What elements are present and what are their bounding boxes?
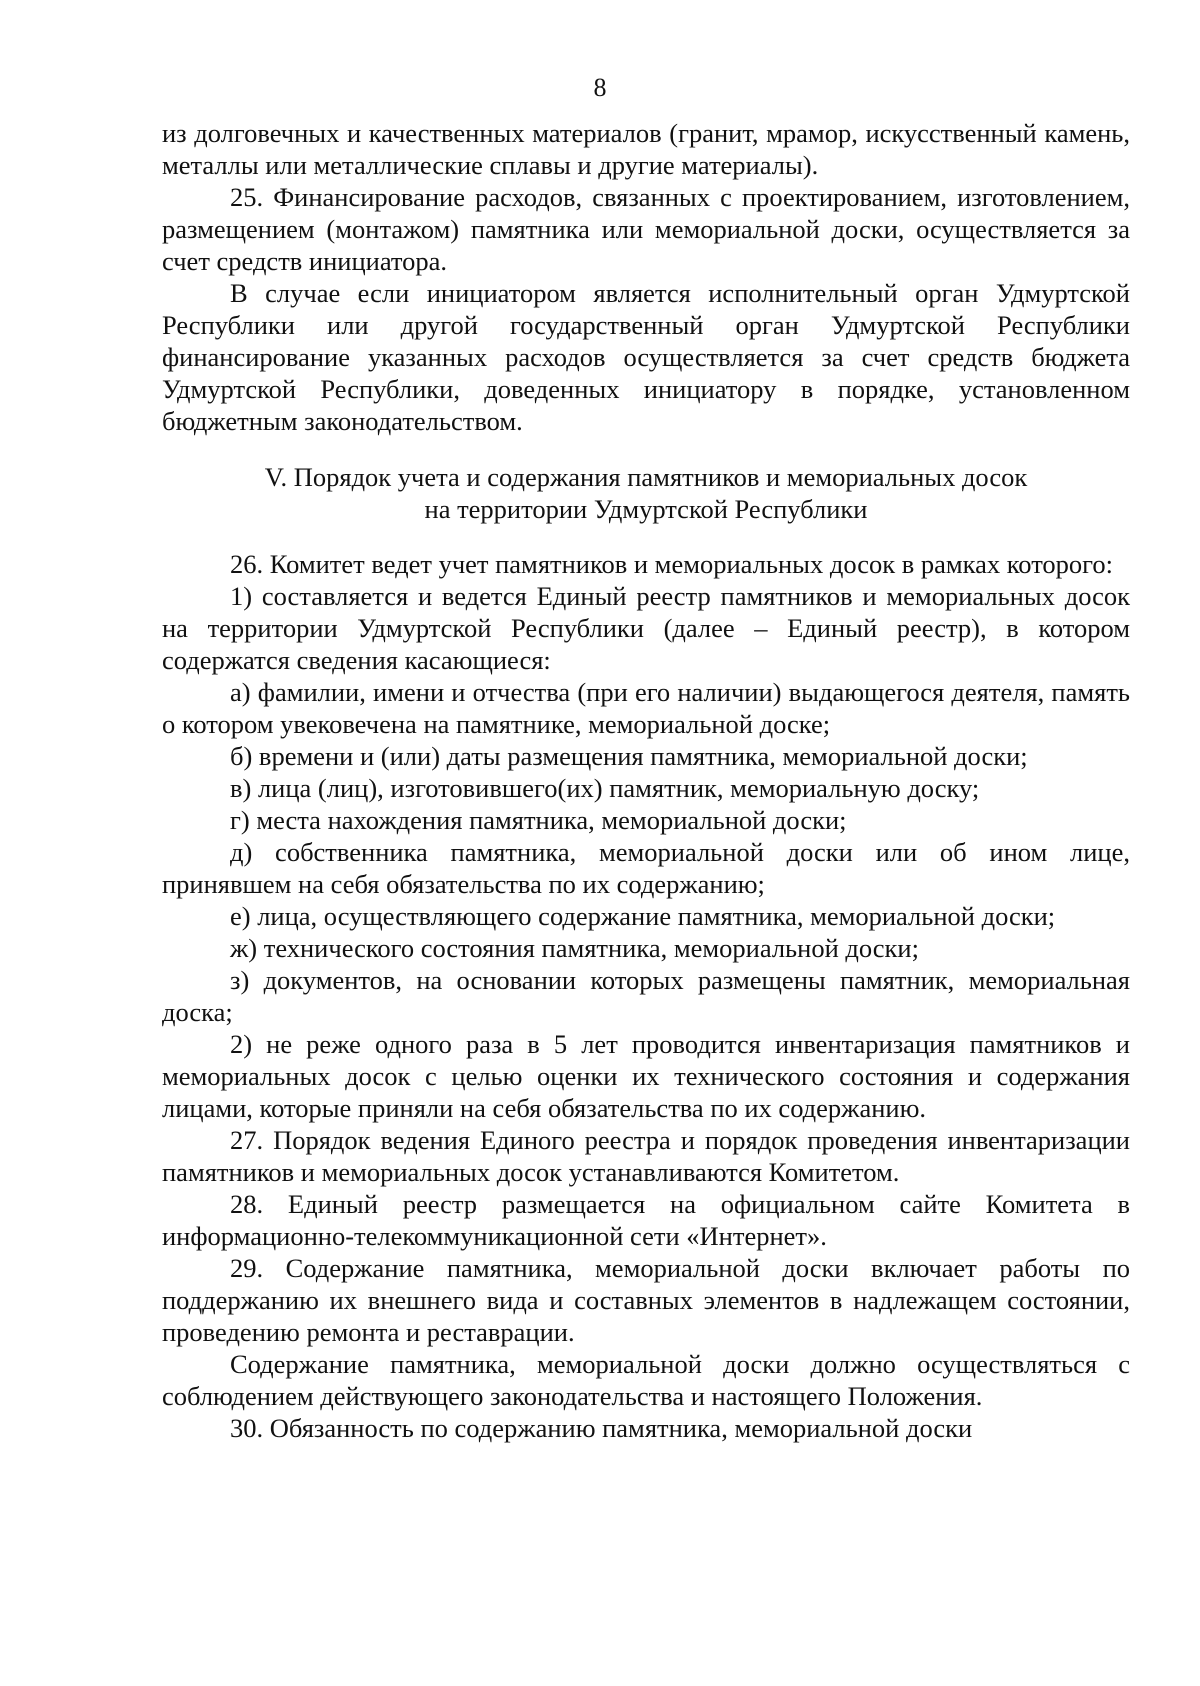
section-heading-line-2: на территории Удмуртской Республики [424, 494, 868, 524]
paragraph-26-subitem-e: е) лица, осуществляющего содержание памятника, мемориальной доски; [230, 901, 1056, 931]
paragraph-29-continuation: Содержание памятника, мемориальной доски должно осуществляться с соблюдением действующего законодательства и настоящего Положения. [162, 1349, 1130, 1411]
paragraph-26-subitem-v: в) лица (лиц), изготовившего(их) памятник, мемориальную доску; [230, 773, 980, 803]
document-body [162, 117, 1130, 1444]
section-heading-line-1: V. Порядок учета и содержания памятников и мемориальных досок [264, 462, 1028, 492]
paragraph-26-subitem-z: з) документов, на основании которых размещены памятник, мемориальная доска; [162, 965, 1130, 1027]
paragraph-28: 28. Единый реестр размещается на официальном сайте Комитета в информационно-телекоммуникационной сети «Интернет». [162, 1189, 1130, 1251]
page-number: 8 [593, 73, 607, 102]
paragraph-29: 29. Содержание памятника, мемориальной доски включает работы по поддержанию их внешнего вида и составных элементов в надлежащем состоянии, проведению ремонта и реставрации. [162, 1253, 1130, 1347]
section-heading [162, 461, 1130, 525]
paragraph-26-subitem-zh: ж) технического состояния памятника, мемориальной доски; [230, 933, 919, 963]
paragraph-26-item-1: 1) составляется и ведется Единый реестр памятников и мемориальных досок на территории Удмуртской Республики (далее – Единый реестр), в котором содержатся сведения касающиеся: [162, 581, 1130, 675]
paragraph-25: 25. Финансирование расходов, связанных с проектированием, изготовлением, размещением (монтажом) памятника или мемориальной доски, осуществляется за счет средств инициатора. [162, 182, 1130, 276]
paragraph-25-financing-case: В случае если инициатором является исполнительный орган Удмуртской Республики или другой государственный орган Удмуртской Республики финансирование указанных расходов осуществляется за счет средств бюджета Удмуртской Республики, доведенных инициатору в порядке, установленном бюджетным законодательством. [162, 278, 1130, 436]
paragraph-30: 30. Обязанность по содержанию памятника, мемориальной доски [230, 1413, 973, 1443]
paragraph-26: 26. Комитет ведет учет памятников и мемориальных досок в рамках которого: [230, 549, 1114, 579]
paragraph-continuation: из долговечных и качественных материалов (гранит, мрамор, искусственный камень, металлы или металлические сплавы и другие материалы). [162, 118, 1130, 180]
paragraph-26-subitem-d: д) собственника памятника, мемориальной доски или об ином лице, принявшем на себя обязательства по их содержанию; [162, 837, 1130, 899]
paragraph-26-subitem-b: б) времени и (или) даты размещения памятника, мемориальной доски; [230, 741, 1028, 771]
paragraph-26-subitem-g: г) места нахождения памятника, мемориальной доски; [230, 805, 847, 835]
paragraph-26-item-2: 2) не реже одного раза в 5 лет проводится инвентаризация памятников и мемориальных досок с целью оценки их технического состояния и содержания лицами, которые приняли на себя обязательства по их содержанию. [162, 1029, 1130, 1123]
paragraph-27: 27. Порядок ведения Единого реестра и порядок проведения инвентаризации памятников и мемориальных досок устанавливаются Комитетом. [162, 1125, 1130, 1187]
paragraph-26-subitem-a: а) фамилии, имени и отчества (при его наличии) выдающегося деятеля, память о котором увековечена на памятнике, мемориальной доске; [162, 677, 1130, 739]
